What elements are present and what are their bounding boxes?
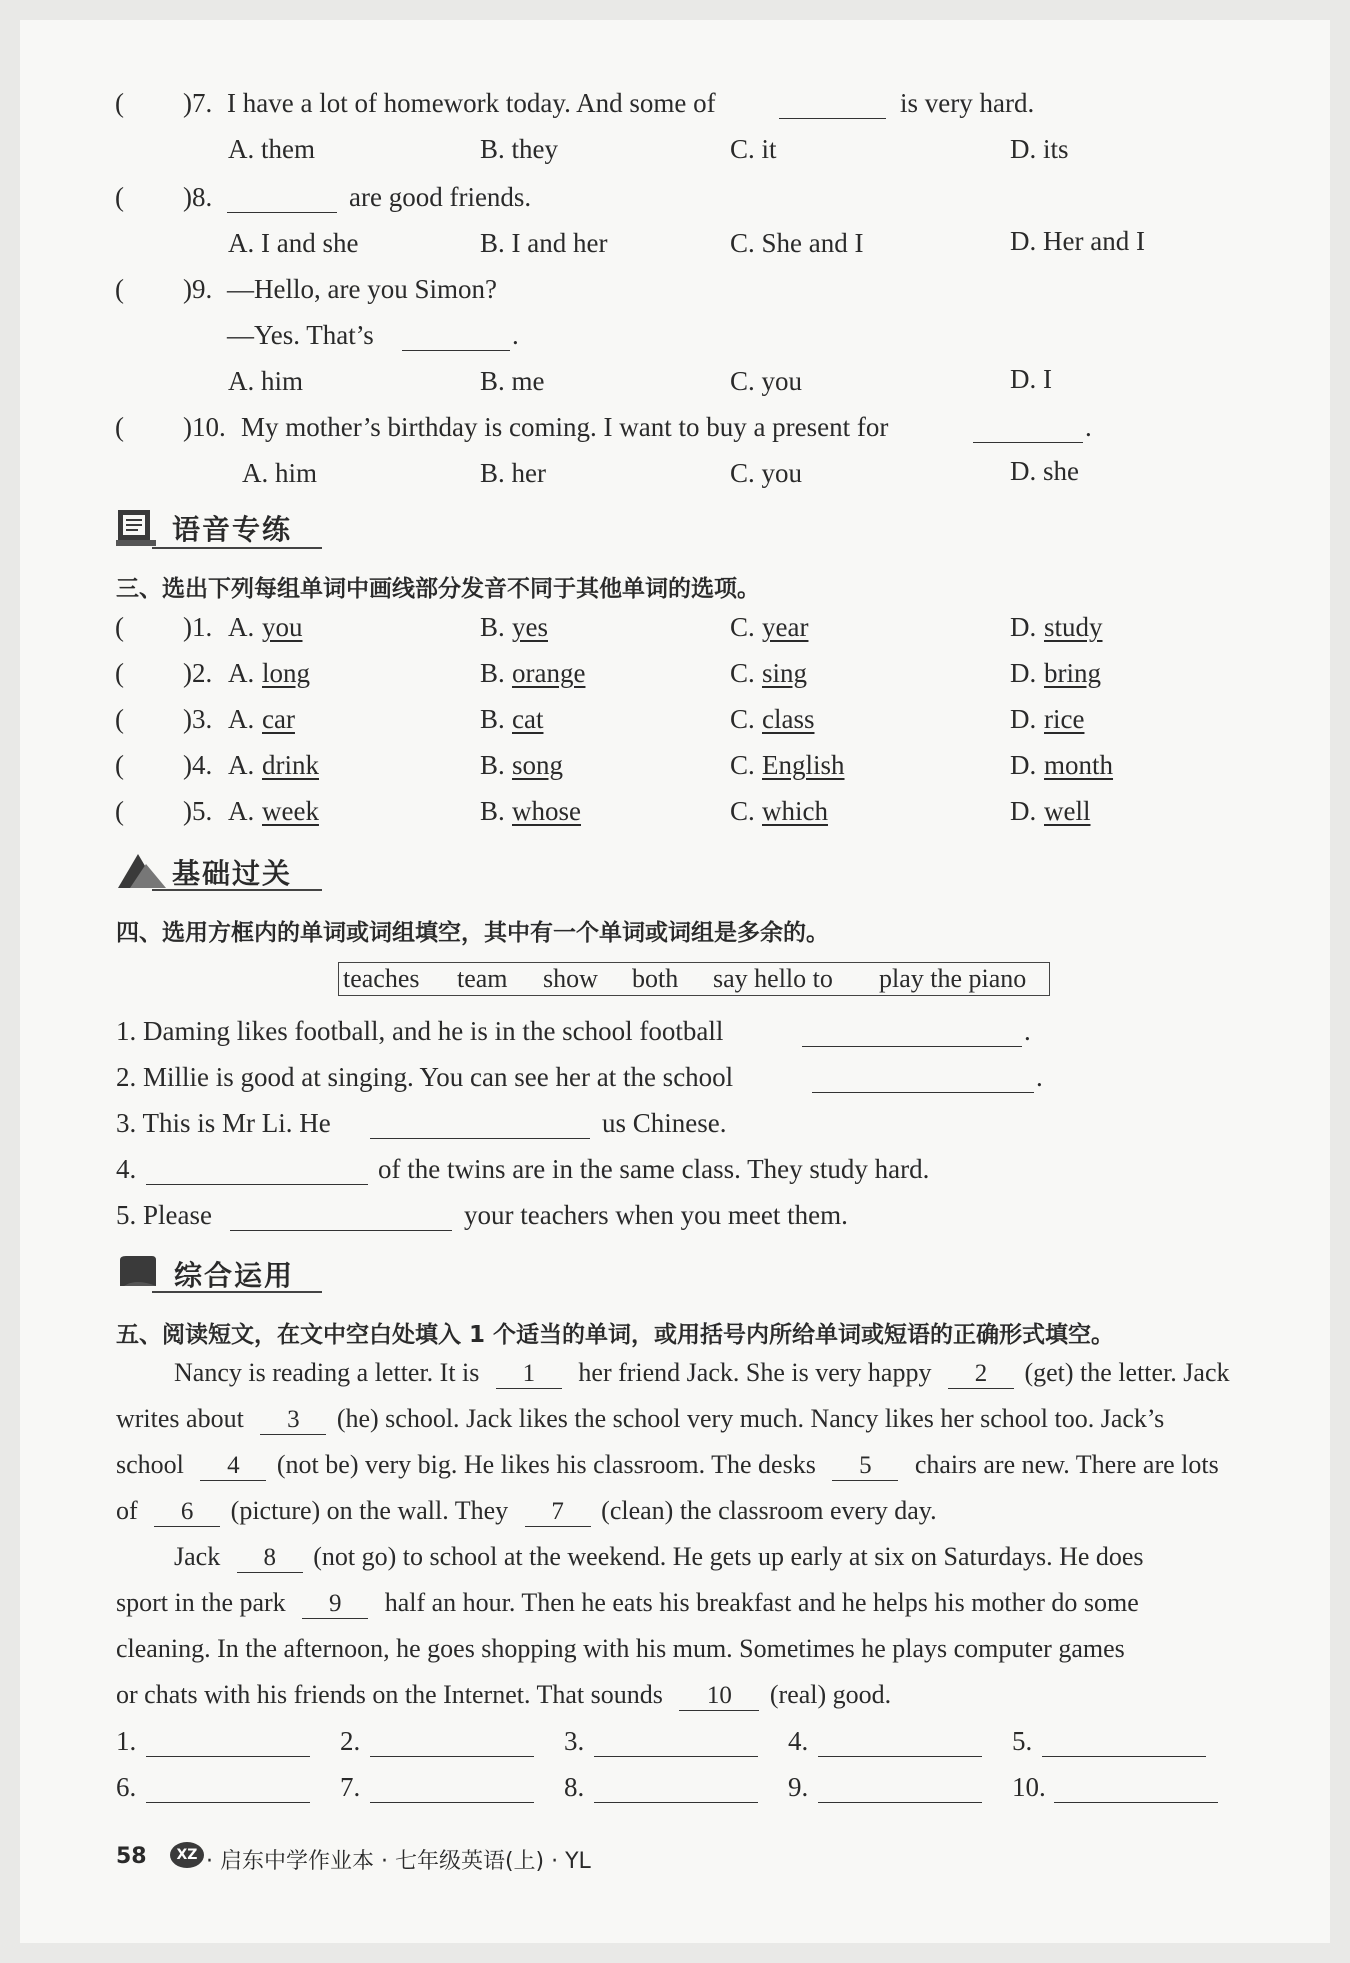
section-title: 综合运用: [174, 1259, 295, 1292]
dialogue-end: .: [512, 320, 519, 350]
passage-text: Jack: [174, 1542, 221, 1571]
section-instruction: 三、选出下列每组单词中画线部分发音不同于其他单词的选项。: [116, 576, 760, 602]
option-c-letter: C.: [730, 612, 755, 642]
passage-blank[interactable]: 5: [832, 1452, 898, 1481]
publisher-logo: XZ: [170, 1842, 204, 1868]
passage-text: sport in the park: [116, 1588, 286, 1617]
passage-line: [116, 1634, 1125, 1664]
answer-label: 3.: [564, 1726, 585, 1756]
item-number: )1.: [183, 612, 213, 642]
option-a-letter: A.: [228, 658, 255, 688]
page-number: 58: [116, 1844, 147, 1869]
passage-text: or chats with his friends on the Internet. That sounds: [116, 1680, 663, 1709]
passage-text: chairs are new. There are lots: [914, 1450, 1219, 1479]
answer-label: 9.: [788, 1772, 809, 1802]
question-text-end: are good friends.: [349, 182, 532, 212]
item-text-end: of the twins are in the same class. They study hard.: [378, 1154, 930, 1184]
option-d-letter: D.: [1010, 796, 1037, 826]
option-a-word: car: [262, 704, 295, 734]
answer-line[interactable]: [594, 1780, 758, 1803]
passage-blank[interactable]: 8: [237, 1544, 303, 1573]
option-d-letter: D.: [1010, 658, 1037, 688]
item-number: )4.: [183, 750, 213, 780]
passage-text: (clean) the classroom every day.: [601, 1496, 937, 1525]
answer-paren: (: [115, 658, 124, 688]
option-b-word: cat: [512, 704, 544, 734]
option-c-word: class: [762, 704, 815, 734]
option-d-letter: D.: [1010, 704, 1037, 734]
item-number: )2.: [183, 658, 213, 688]
option-d: D. I: [1010, 364, 1052, 394]
option-a-word: you: [262, 612, 303, 642]
section-title: 语音专练: [172, 513, 293, 546]
option-b-letter: B.: [480, 796, 505, 826]
answer-line[interactable]: [146, 1780, 310, 1803]
item-number: )3.: [183, 704, 213, 734]
item-text-end: .: [1036, 1062, 1043, 1092]
option-d-letter: D.: [1010, 612, 1037, 642]
option-b-letter: B.: [480, 658, 505, 688]
option-c-word: English: [762, 750, 845, 780]
section-instruction: 四、选用方框内的单词或词组填空，其中有一个单词或词组是多余的。: [116, 920, 829, 946]
answer-line[interactable]: [818, 1780, 982, 1803]
option-c-letter: C.: [730, 704, 755, 734]
passage-line: [116, 1404, 1164, 1435]
option-d-word: rice: [1044, 704, 1085, 734]
question-number: )8.: [183, 182, 213, 212]
passage-text: (get) the letter. Jack: [1024, 1358, 1230, 1387]
answer-blank[interactable]: [230, 1208, 452, 1231]
option-c-word: year: [762, 612, 809, 642]
option-a-letter: A.: [228, 612, 255, 642]
option-a-letter: A.: [228, 704, 255, 734]
answer-label: 8.: [564, 1772, 585, 1802]
item-text: 1. Daming likes football, and he is in the school football: [116, 1016, 724, 1046]
item-number: )5.: [183, 796, 213, 826]
answer-label: 2.: [340, 1726, 361, 1756]
footer-title: · 启东中学作业本 · 七年级英语(上) · YL: [206, 1849, 591, 1874]
option-c-letter: C.: [730, 658, 755, 688]
passage-line: [174, 1358, 1230, 1389]
option-a-letter: A.: [228, 750, 255, 780]
option-b-word: yes: [512, 612, 548, 642]
item-text-end: your teachers when you meet them.: [464, 1200, 848, 1230]
option-d-word: bring: [1044, 658, 1101, 688]
passage-blank[interactable]: 10: [679, 1682, 759, 1711]
passage-text: (not be) very big. He likes his classroom. The desks: [276, 1450, 816, 1479]
option-c: C. it: [730, 134, 777, 164]
answer-paren: (: [115, 274, 124, 304]
option-c-word: sing: [762, 658, 808, 688]
option-d-word: well: [1044, 796, 1091, 826]
answer-paren: (: [115, 796, 124, 826]
answer-blank[interactable]: [370, 1116, 590, 1139]
option-b-word: whose: [512, 796, 581, 826]
option-a: A. I and she: [228, 228, 359, 258]
option-b: B. me: [480, 366, 545, 396]
passage-text: (not go) to school at the weekend. He gets up early at six on Saturdays. He does: [313, 1542, 1144, 1571]
answer-line[interactable]: [1042, 1734, 1206, 1757]
passage-text: of: [116, 1496, 138, 1525]
passage-blank[interactable]: 9: [302, 1590, 368, 1619]
passage-text: cleaning. In the afternoon, he goes shopping with his mum. Sometimes he plays computer games: [116, 1634, 1125, 1663]
section-instruction: 五、阅读短文，在文中空白处填入 1 个适当的单词，或用括号内所给单词或短语的正确形式填空。: [116, 1322, 1115, 1348]
option-c-letter: C.: [730, 750, 755, 780]
item-text-end: us Chinese.: [602, 1108, 727, 1138]
answer-blank[interactable]: [779, 96, 886, 119]
option-a-word: drink: [262, 750, 319, 780]
option-b-letter: B.: [480, 612, 505, 642]
answer-line[interactable]: [370, 1734, 534, 1757]
passage-text: (picture) on the wall. They: [230, 1496, 509, 1525]
passage-text: school: [116, 1450, 184, 1479]
option-c: C. She and I: [730, 228, 864, 258]
passage-blank[interactable]: 4: [200, 1452, 266, 1481]
question-number: )7.: [183, 88, 213, 118]
option-c-word: which: [762, 796, 828, 826]
answer-paren: (: [115, 612, 124, 642]
answer-blank[interactable]: [146, 1162, 368, 1185]
answer-line[interactable]: [370, 1780, 534, 1803]
question-text: I have a lot of homework today. And some of: [227, 88, 716, 118]
passage-blank[interactable]: 7: [525, 1498, 591, 1527]
passage-line: [116, 1588, 1139, 1619]
option-d-word: study: [1044, 612, 1103, 642]
answer-label: 4.: [788, 1726, 809, 1756]
passage-text: Nancy is reading a letter. It is: [174, 1358, 480, 1387]
option-b: B. her: [480, 458, 546, 488]
option-b: B. they: [480, 134, 558, 164]
answer-paren: (: [115, 412, 124, 442]
phonetics-row-1: [0, 612, 1350, 652]
question-text-end: is very hard.: [900, 88, 1035, 118]
answer-paren: (: [115, 704, 124, 734]
phonetics-row-2: [0, 658, 1350, 698]
option-d-word: month: [1044, 750, 1114, 780]
answer-label: 1.: [116, 1726, 137, 1756]
word-option: teaches: [343, 964, 420, 993]
option-a: A. him: [242, 458, 318, 488]
answer-blank[interactable]: [802, 1024, 1022, 1047]
passage-text: half an hour. Then he eats his breakfast and he helps his mother do some: [384, 1588, 1139, 1617]
option-b-letter: B.: [480, 704, 505, 734]
answer-label: 5.: [1012, 1726, 1033, 1756]
option-d: D. Her and I: [1010, 226, 1145, 256]
question-text-end: .: [1085, 412, 1092, 442]
answer-line[interactable]: [594, 1734, 758, 1757]
phonetics-row-5: [0, 796, 1350, 836]
word-option: team: [457, 964, 508, 993]
option-b-letter: B.: [480, 750, 505, 780]
answer-line[interactable]: [818, 1734, 982, 1757]
item-text: 2. Millie is good at singing. You can see her at the school: [116, 1062, 734, 1092]
passage-text: (he) school. Jack likes the school very much. Nancy likes her school too. Jack’s: [336, 1404, 1165, 1433]
option-a-word: long: [262, 658, 311, 688]
option-d-letter: D.: [1010, 750, 1037, 780]
option-d: D. she: [1010, 456, 1079, 486]
answer-paren: (: [115, 750, 124, 780]
answer-label: 7.: [340, 1772, 361, 1802]
passage-text: (real) good.: [769, 1680, 892, 1709]
passage-line: [174, 1542, 1144, 1573]
option-d: D. its: [1010, 134, 1069, 164]
word-option: say hello to: [713, 964, 833, 993]
question-text: My mother’s birthday is coming. I want to buy a present for: [241, 412, 889, 442]
answer-line[interactable]: [146, 1734, 310, 1757]
option-c: C. you: [730, 366, 803, 396]
option-a-letter: A.: [228, 796, 255, 826]
passage-blank[interactable]: 6: [154, 1498, 220, 1527]
option-a: A. them: [228, 134, 315, 164]
option-b-word: orange: [512, 658, 586, 688]
item-text: 4.: [116, 1154, 137, 1184]
passage-line: [116, 1450, 1219, 1481]
answer-blank[interactable]: [402, 328, 510, 351]
answer-label: 10.: [1012, 1772, 1046, 1802]
phonetics-row-4: [0, 750, 1350, 790]
passage-line: [116, 1680, 891, 1711]
option-c: C. you: [730, 458, 803, 488]
dialogue-line-2: —Yes. That’s: [227, 320, 374, 350]
word-option: both: [632, 964, 679, 993]
question-number: )9.: [183, 274, 213, 304]
passage-blank[interactable]: 2: [948, 1360, 1014, 1389]
item-text: 3. This is Mr Li. He: [116, 1108, 331, 1138]
answer-line[interactable]: [1054, 1780, 1218, 1803]
option-a-word: week: [262, 796, 319, 826]
phonetics-row-3: [0, 704, 1350, 744]
passage-blank[interactable]: 3: [260, 1406, 326, 1435]
word-option: show: [543, 964, 598, 993]
dialogue-line-1: —Hello, are you Simon?: [227, 274, 497, 304]
question-number: )10.: [183, 412, 226, 442]
answer-label: 6.: [116, 1772, 137, 1802]
option-a: A. him: [228, 366, 304, 396]
option-c-letter: C.: [730, 796, 755, 826]
passage-line: [116, 1496, 937, 1527]
passage-text: her friend Jack. She is very happy: [578, 1358, 932, 1387]
answer-blank[interactable]: [973, 420, 1083, 443]
item-text-end: .: [1024, 1016, 1031, 1046]
option-b-word: song: [512, 750, 564, 780]
word-box: [338, 962, 1050, 996]
answer-blank[interactable]: [812, 1070, 1034, 1093]
passage-blank[interactable]: 1: [496, 1360, 562, 1389]
answer-paren: (: [115, 182, 124, 212]
word-option: play the piano: [879, 964, 1027, 993]
answer-paren: (: [115, 88, 124, 118]
item-text: 5. Please: [116, 1200, 212, 1230]
answer-blank[interactable]: [227, 190, 337, 213]
passage-text: writes about: [116, 1404, 244, 1433]
option-b: B. I and her: [480, 228, 608, 258]
section-title: 基础过关: [172, 857, 293, 890]
